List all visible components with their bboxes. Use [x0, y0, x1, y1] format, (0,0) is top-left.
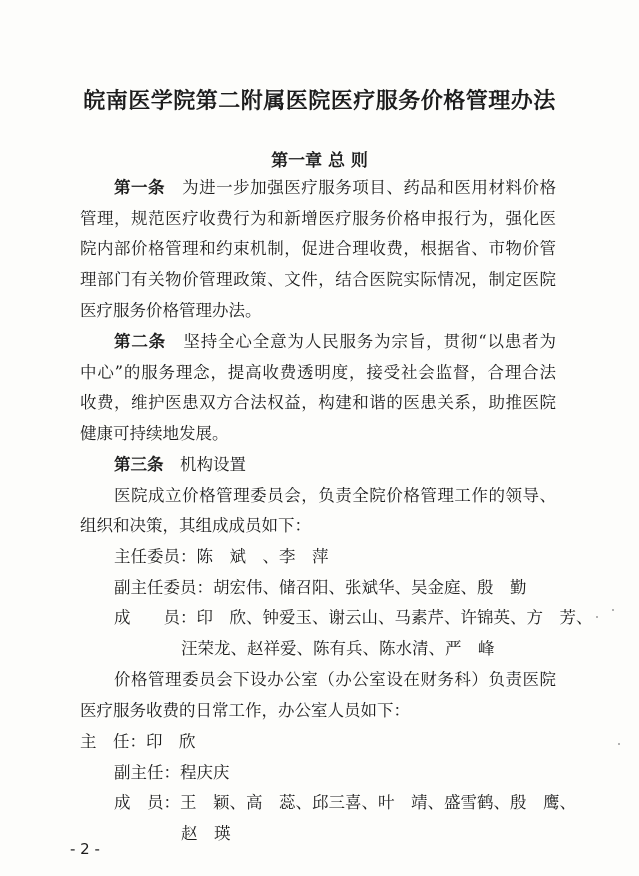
article1-label: 第一条 [114, 178, 166, 197]
scan-speck [596, 616, 598, 618]
article2-line2: 中心”的服务理念，提高收费透明度，接受社会监督，合理合法 [80, 363, 556, 382]
article2-line1: 第二条 坚持全心全意为人民服务为宗旨，贯彻“以患者为 [114, 332, 557, 351]
office-members-line2: 赵 瑛 [181, 824, 231, 843]
committee-members-line2: 汪荣龙、赵祥爱、陈有兵、陈水清、严 峰 [181, 639, 495, 658]
office-director: 主 任：印 欣 [80, 732, 196, 751]
article1-line5: 医疗服务价格管理办法。 [80, 301, 262, 320]
scan-speck [618, 743, 620, 745]
article1-line2: 管理，规范医疗收费行为和新增医疗服务价格申报行为，强化医 [80, 209, 556, 228]
scan-speck [612, 609, 614, 611]
article3-heading-line [114, 454, 246, 476]
chapter-heading: 第一章 总 则 [271, 151, 368, 171]
committee-director: 主任委员：陈 斌 、李 萍 [114, 547, 329, 566]
article3-para2-line2: 医疗服务收费的日常工作，办公室人员如下： [80, 701, 410, 720]
article2-line4: 健康可持续地发展。 [80, 424, 229, 443]
article2-line3: 收费，维护医患双方合法权益，构建和谐的医患关系，助推医院 [80, 393, 556, 412]
article3-para2-line1: 价格管理委员会下设办公室（办公室设在财务科）负责医院 [114, 670, 556, 689]
committee-deputy: 副主任委员：胡宏伟、储召阳、张斌华、吴金庭、殷 勤 [114, 578, 527, 597]
page-number: - 2 - [70, 840, 100, 858]
office-members-line1: 成 员：王 颖、高 蕊、邱三喜、叶 靖、盛雪鹤、殷 鹰、 [114, 793, 576, 812]
article3-label: 第三条 [114, 455, 164, 474]
article1-line3: 院内部价格管理和约束机制，促进合理收费，根据省、市物价管 [80, 239, 556, 258]
document-title: 皖南医学院第二附属医院医疗服务价格管理办法 [83, 88, 556, 114]
article2-label: 第二条 [114, 332, 167, 351]
committee-members-line1: 成 员：印 欣、钟爱玉、谢云山、马素芹、许锦英、方 芳、 [114, 608, 593, 627]
article1-line4: 理部门有关物价管理政策、文件，结合医院实际情况，制定医院 [80, 270, 556, 289]
office-deputy: 副主任：程庆庆 [114, 763, 230, 782]
article1-line1: 第一条 为进一步加强医疗服务项目、药品和医用材料价格 [114, 178, 557, 197]
article3-para1-line2: 组织和决策，其组成成员如下： [80, 516, 311, 535]
article3-para1-line1: 医院成立价格管理委员会，负责全院价格管理工作的领导、 [114, 486, 556, 505]
article3-heading: 机构设置 [180, 455, 246, 474]
